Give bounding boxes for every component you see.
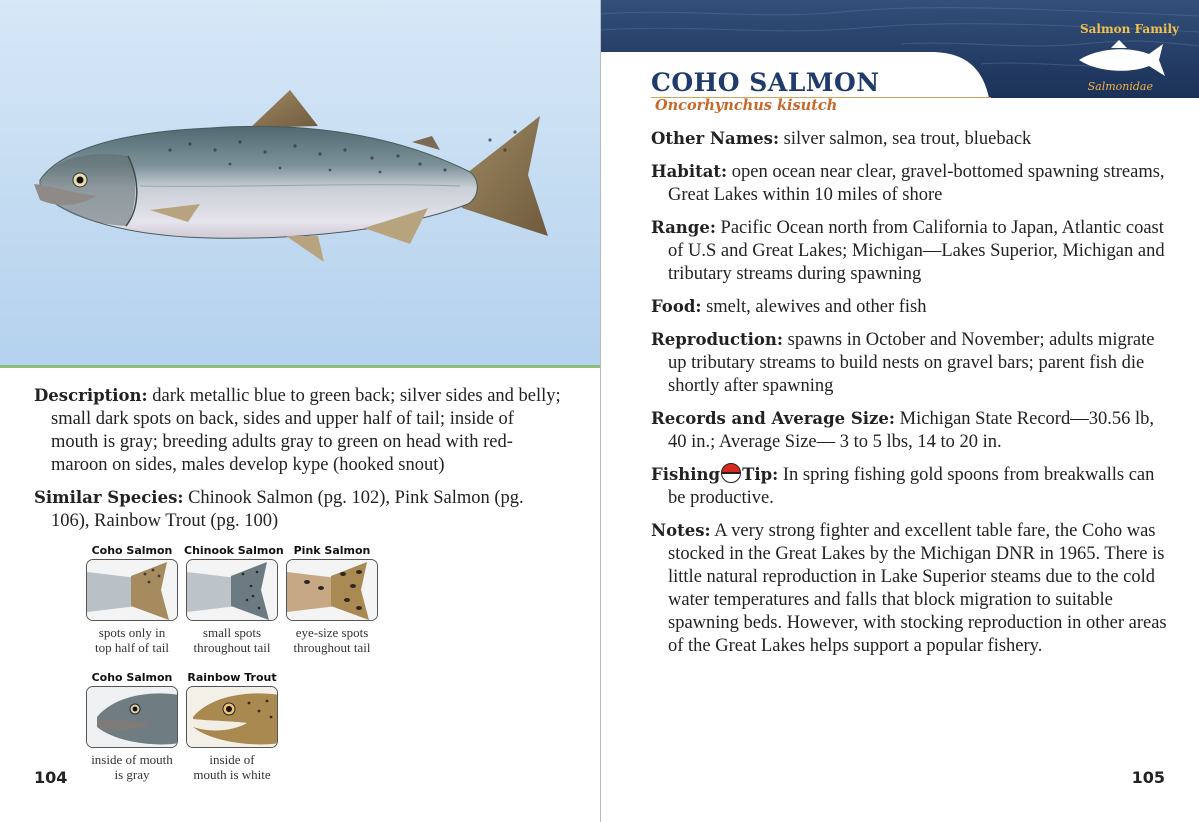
similar-species-paragraph <box>34 486 564 533</box>
fact-text: open ocean near clear, gravel-bottomed spawning streams, Great Lakes within 10 miles of shore <box>668 162 1165 205</box>
comparison-caption-2: top half of tail <box>94 640 169 655</box>
similar-species-text: Chinook Salmon (pg. 102), Pink Salmon (pg. 106), Rainbow Trout (pg. 100) <box>51 488 524 531</box>
page-number-right: 105 <box>1131 768 1165 787</box>
fact-label: Reproduction: <box>651 330 784 349</box>
fact-text: silver salmon, sea trout, blueback <box>779 129 1032 149</box>
comparison-chinook-tail <box>184 544 284 655</box>
comparison-title: Rainbow Trout <box>187 671 277 684</box>
fact-text: spawns in October and November; adults migrate up tributary streams to build nests on gravel bars; parent fish die shortly after spawning <box>668 330 1155 396</box>
comparison-title: Coho Salmon <box>91 671 173 684</box>
comparison-title: Chinook Salmon <box>184 544 284 557</box>
fact-text: A very strong fighter and excellent table fare, the Coho was stocked in the Great Lakes by the Michigan DNR in 1965. There is little natural reproduction in Lake Superior steams due to the cold water temperatures and falls that block migration to suitable spawning beds. However, with stocking reproduction in other areas of the Great Lakes helps support a popular fishery. <box>668 521 1167 656</box>
description-text: dark metallic blue to green back; silver sides and belly; small dark spots on back, sides and upper half of tail; inside of mouth is gray; breeding adults gray to green on head with red-maroon on sides, males develop kype (hooked snout) <box>51 386 561 475</box>
fact-text: smelt, alewives and other fish <box>701 297 927 317</box>
comparison-caption-2: is gray <box>114 767 150 782</box>
rainbow-mouth-image <box>186 686 278 748</box>
fact-habitat <box>651 160 1171 207</box>
fish-illustration-panel <box>0 0 600 368</box>
fact-reproduction <box>651 328 1171 398</box>
fact-label: Records and Average Size: <box>651 409 896 428</box>
description-label: Description: <box>34 386 148 405</box>
fact-label: Tip: <box>742 465 779 484</box>
fact-fishing-tip <box>651 463 1171 510</box>
fishing-bobber-icon <box>721 463 741 483</box>
coho-tail-image <box>86 559 178 621</box>
description-section <box>34 384 564 542</box>
scientific-name: Oncorhynchus kisutch <box>655 97 838 114</box>
right-page <box>600 0 1199 822</box>
comparison-caption-1: eye-size spots <box>295 625 369 640</box>
fact-text: Michigan State Record—30.56 lb, 40 in.; Average Size— 3 to 5 lbs, 14 to 20 in. <box>668 409 1154 452</box>
pink-tail-image <box>286 559 378 621</box>
fact-text: Pacific Ocean north from California to Japan, Atlantic coast of U.S and Great Lakes; Michigan—Lakes Superior, Michigan and tributary streams during spawning <box>668 218 1165 284</box>
comparison-caption-2: throughout tail <box>293 640 371 655</box>
family-scientific-label: Salmonidae <box>1087 80 1153 93</box>
fact-other-names <box>651 127 1171 151</box>
similar-species-label: Similar Species: <box>34 488 184 507</box>
comparison-caption-1: spots only in <box>98 625 166 640</box>
coho-salmon-illustration <box>0 0 600 368</box>
fact-records <box>651 407 1171 454</box>
comparison-title: Coho Salmon <box>91 544 173 557</box>
page-number-left: 104 <box>34 768 68 787</box>
comparison-caption-2: throughout tail <box>193 640 271 655</box>
family-label: Salmon Family <box>1079 22 1179 36</box>
fact-food <box>651 295 1171 319</box>
fact-range <box>651 216 1171 286</box>
fact-label: Food: <box>651 297 702 316</box>
comparison-caption-2: mouth is white <box>193 767 271 782</box>
comparison-coho-tail <box>84 544 180 655</box>
comparison-caption-1: inside of <box>209 752 255 767</box>
fact-label: Habitat: <box>651 162 728 181</box>
fact-label: Fishing <box>651 465 721 484</box>
comparison-title: Pink Salmon <box>293 544 371 557</box>
fact-label: Range: <box>651 218 716 237</box>
species-facts <box>651 127 1171 667</box>
comparison-rainbow-mouth <box>184 671 280 782</box>
fact-text: In spring fishing gold spoons from breakwalls can be productive. <box>668 465 1155 508</box>
fact-notes <box>651 519 1171 658</box>
chinook-tail-image <box>186 559 278 621</box>
coho-mouth-image <box>86 686 178 748</box>
fact-label: Notes: <box>651 521 711 540</box>
comparison-pink-tail <box>284 544 380 655</box>
comparison-caption-1: inside of mouth <box>91 752 173 767</box>
fact-label: Other Names: <box>651 129 780 148</box>
species-title: COHO SALMON <box>651 68 880 97</box>
comparison-caption-1: small spots <box>202 625 262 640</box>
description-paragraph <box>34 384 564 477</box>
comparison-coho-mouth <box>84 671 180 782</box>
